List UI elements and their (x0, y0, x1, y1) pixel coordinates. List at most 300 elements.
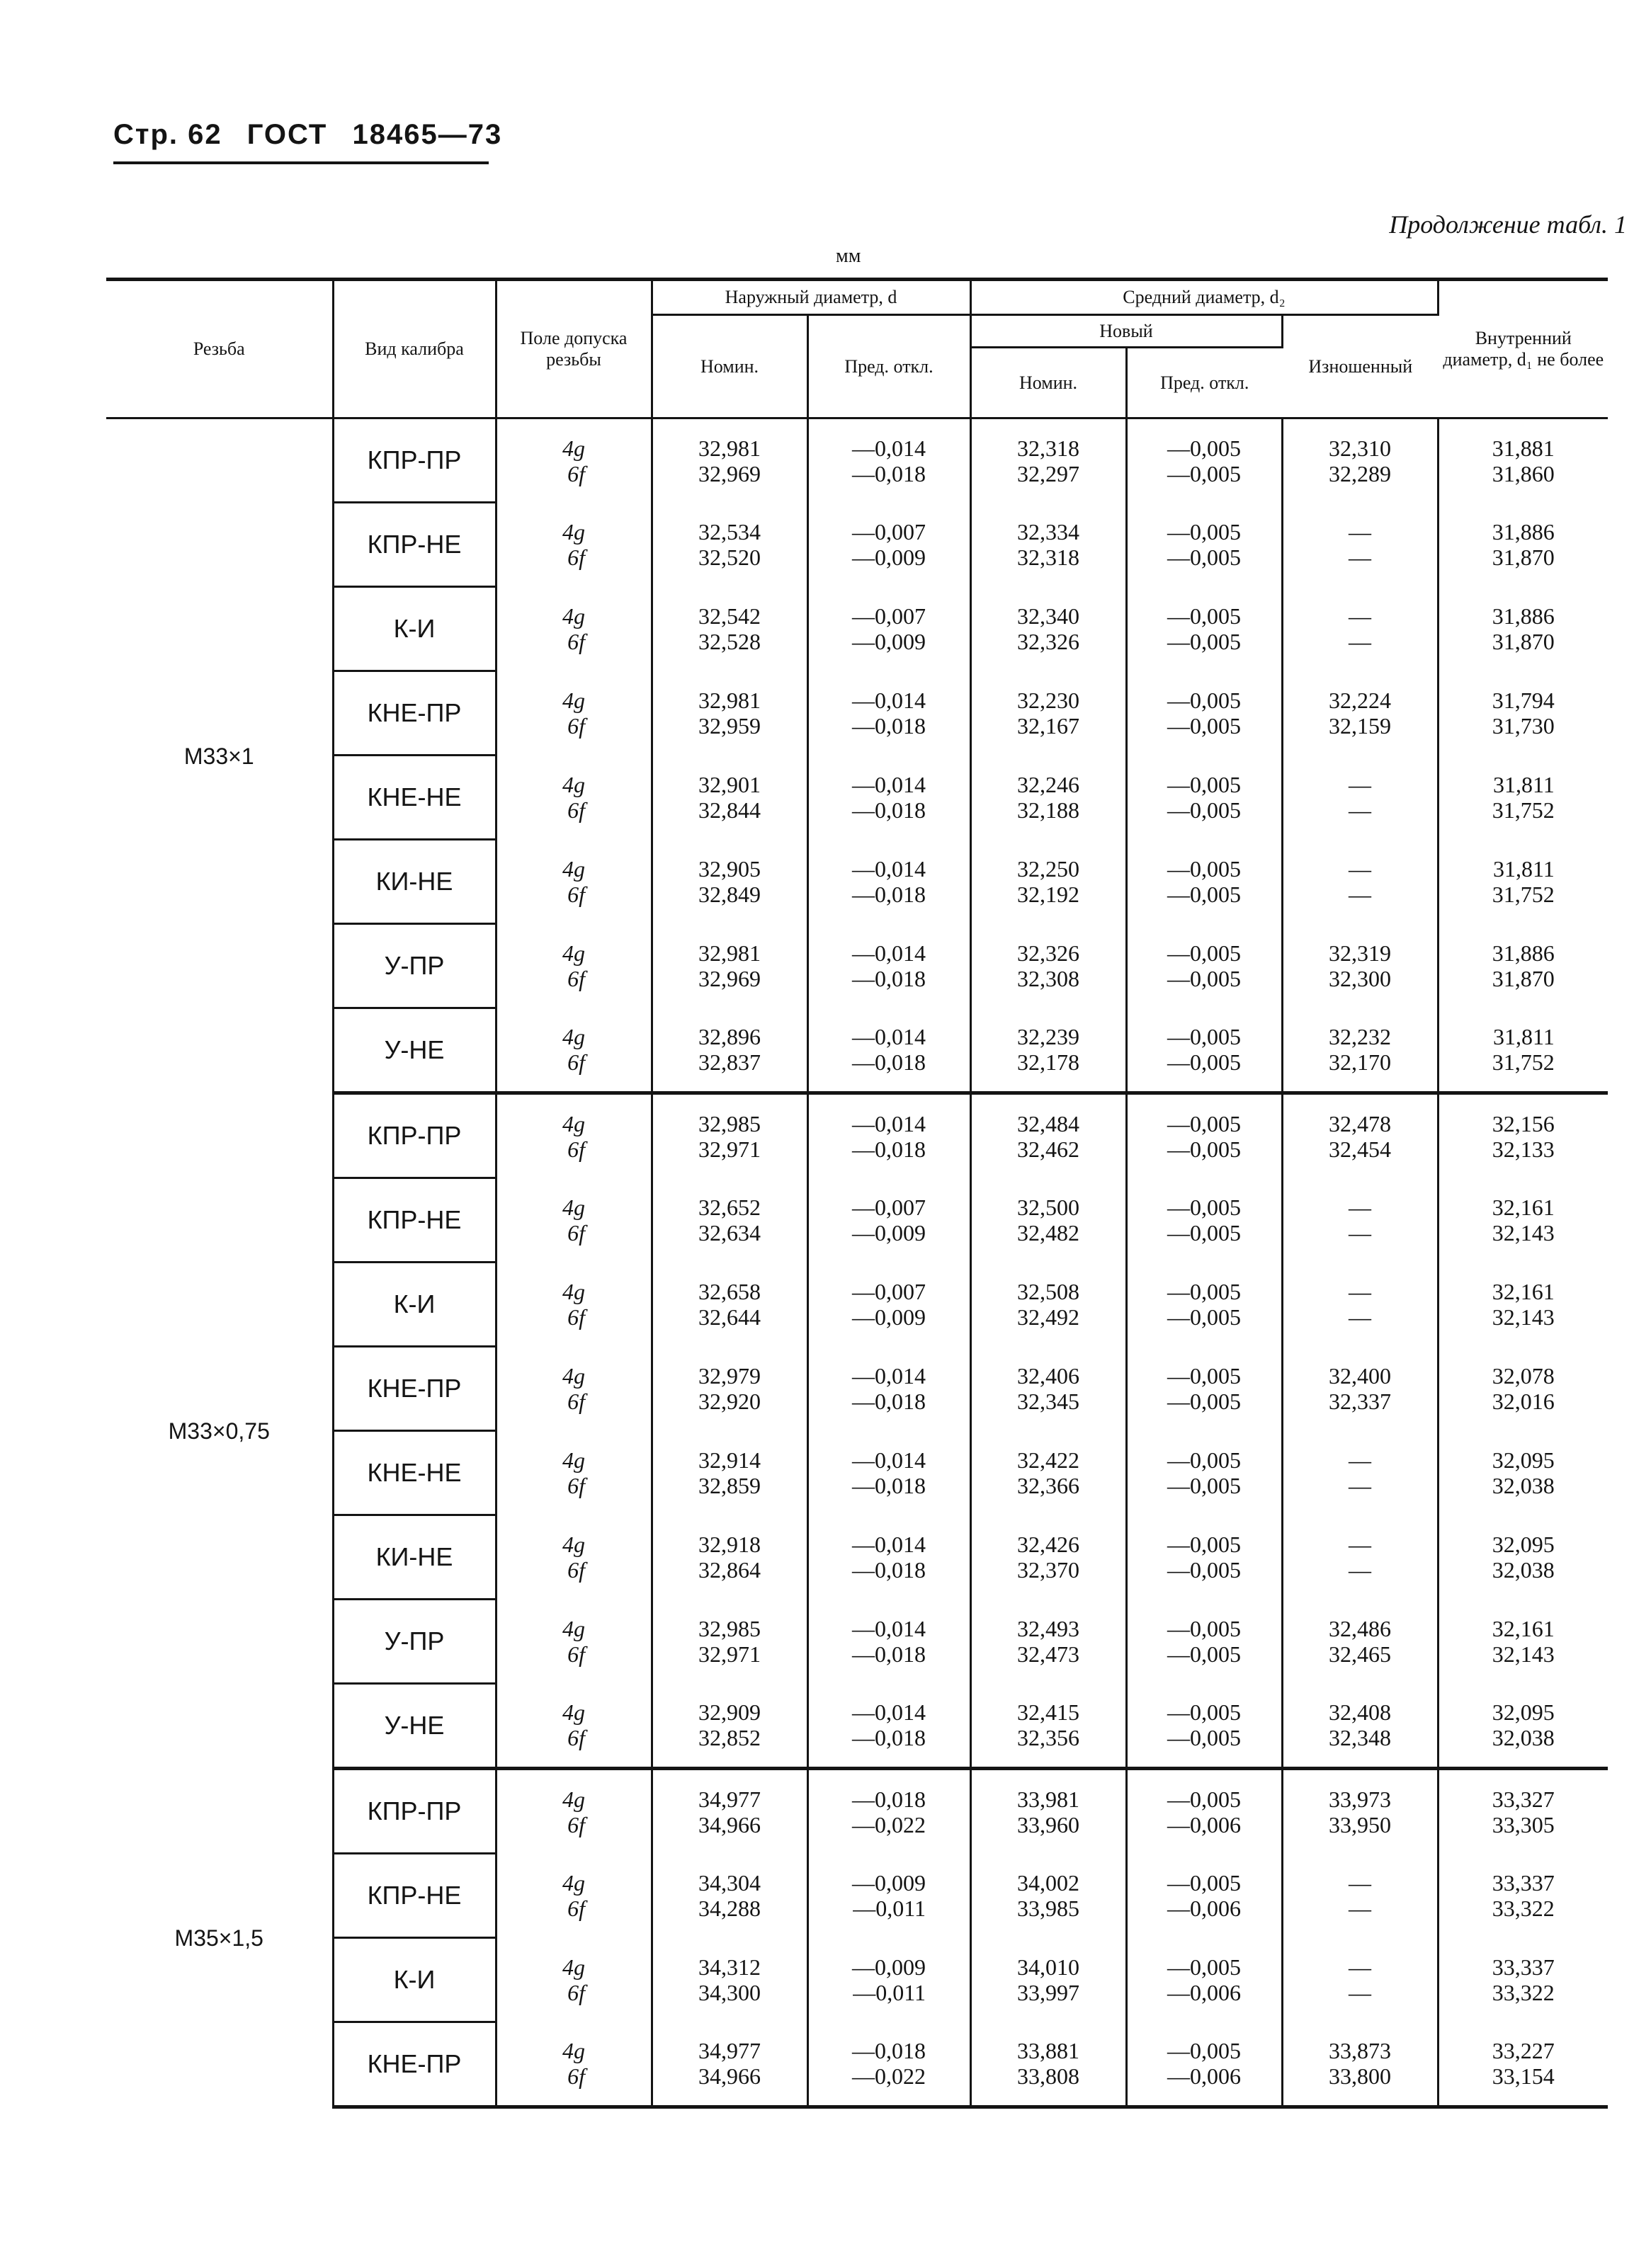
header-inner-diameter: Внутренний диаметр, d₁ не более (1438, 280, 1608, 418)
outer-nominal (652, 756, 807, 840)
pitch-nominal (970, 924, 1126, 1008)
value: 32,038 (1492, 1557, 1555, 1583)
pitch-deviation (1126, 1600, 1282, 1684)
worn-diameter (1282, 1431, 1438, 1515)
value: 32,406 (1017, 1363, 1079, 1389)
tolerance-field (496, 1178, 652, 1263)
value: 32,486 (1329, 1616, 1391, 1641)
value: 32,095 (1492, 1532, 1555, 1557)
gauge-type: КНЕ-НЕ (333, 756, 496, 840)
inner-diameter (1438, 1684, 1608, 1769)
value: 32,366 (1017, 1473, 1079, 1498)
gauge-type: К-И (333, 1263, 496, 1347)
value: —0,022 (852, 1811, 926, 1837)
tolerance-value: 6f (567, 966, 585, 991)
value: —0,007 (852, 1195, 926, 1220)
value: 32,334 (1017, 519, 1079, 545)
inner-diameter (1438, 1938, 1608, 2022)
outer-nominal (652, 1178, 807, 1263)
tolerance-field (496, 1431, 652, 1515)
pitch-deviation (1126, 924, 1282, 1008)
value: 32,170 (1329, 1049, 1391, 1076)
value: —0,018 (852, 1641, 926, 1667)
header-outer-diameter: Наружный диаметр, d (652, 280, 970, 315)
outer-nominal (652, 1684, 807, 1769)
value: 32,500 (1017, 1195, 1079, 1220)
value: 33,973 (1329, 1786, 1391, 1812)
value: —0,018 (852, 1049, 926, 1076)
value: —0,005 (1167, 772, 1241, 797)
value: —0,014 (852, 1110, 926, 1136)
tolerance-value: 4g (562, 772, 585, 797)
worn-diameter (1282, 1178, 1438, 1263)
value: —0,018 (852, 966, 926, 991)
value: 32,909 (698, 1699, 761, 1726)
outer-nominal (652, 503, 807, 587)
value: 32,478 (1329, 1110, 1391, 1136)
value: 32,143 (1492, 1641, 1555, 1667)
value: — (1349, 1195, 1371, 1220)
value: 32,230 (1017, 688, 1079, 713)
worn-diameter (1282, 1769, 1438, 1854)
thread-designation: М35×1,5 (106, 1769, 333, 2107)
value: 32,852 (698, 1725, 761, 1751)
value: 33,337 (1492, 1870, 1555, 1896)
table-row (106, 1093, 1608, 1178)
value: 32,345 (1017, 1389, 1079, 1414)
value: — (1349, 1304, 1371, 1330)
tolerance-value: 4g (562, 856, 585, 882)
value: 32,156 (1492, 1110, 1555, 1136)
value: — (1349, 545, 1371, 570)
gauge-type: КИ-НЕ (333, 840, 496, 924)
value: 32,161 (1492, 1616, 1555, 1641)
outer-deviation (807, 671, 970, 756)
tolerance-value: 6f (567, 1304, 585, 1330)
worn-diameter (1282, 2022, 1438, 2107)
worn-diameter (1282, 587, 1438, 671)
outer-deviation (807, 1008, 970, 1093)
tolerance-value: 4g (562, 1279, 585, 1304)
value: —0,005 (1167, 1532, 1241, 1557)
value: —0,005 (1167, 1954, 1241, 1980)
value: 32,864 (698, 1557, 761, 1583)
outer-deviation (807, 1093, 970, 1178)
value: —0,005 (1167, 1195, 1241, 1220)
pitch-deviation (1126, 503, 1282, 587)
unit-label: мм (836, 245, 861, 267)
value: 32,289 (1329, 460, 1391, 486)
tolerance-field (496, 671, 652, 756)
value: 32,473 (1017, 1641, 1079, 1667)
tolerance-value: 4g (562, 1870, 585, 1896)
gauge-type: КПР-ПР (333, 1769, 496, 1854)
value: —0,014 (852, 688, 926, 713)
value: 32,644 (698, 1304, 761, 1330)
outer-nominal (652, 418, 807, 503)
value: —0,011 (853, 1896, 926, 1921)
value: 32,534 (698, 519, 761, 545)
value: —0,005 (1167, 460, 1241, 486)
value: 32,192 (1017, 882, 1079, 907)
tolerance-value: 4g (562, 1786, 585, 1812)
value: — (1349, 797, 1371, 823)
value: 32,634 (698, 1220, 761, 1246)
inner-diameter (1438, 1008, 1608, 1093)
value: 31,860 (1492, 460, 1555, 486)
outer-deviation (807, 1769, 970, 1854)
outer-deviation (807, 756, 970, 840)
value: —0,005 (1167, 1110, 1241, 1136)
header-new-nominal: Номин. (970, 348, 1126, 418)
value: —0,005 (1167, 1699, 1241, 1726)
pitch-nominal (970, 1684, 1126, 1769)
tolerance-value: 6f (567, 713, 585, 739)
tolerance-value: 6f (567, 1980, 585, 2005)
worn-diameter (1282, 503, 1438, 587)
pitch-deviation (1126, 1093, 1282, 1178)
tolerance-field (496, 1938, 652, 2022)
outer-nominal (652, 587, 807, 671)
tolerance-field (496, 840, 652, 924)
gauge-type: У-НЕ (333, 1008, 496, 1093)
value: —0,014 (852, 1699, 926, 1726)
value: —0,005 (1167, 435, 1241, 461)
value: 33,881 (1017, 2038, 1079, 2064)
outer-nominal (652, 1854, 807, 1938)
inner-diameter (1438, 924, 1608, 1008)
value: 31,752 (1492, 882, 1555, 907)
value: 32,159 (1329, 713, 1391, 739)
tolerance-value: 4g (562, 1110, 585, 1136)
tolerance-value: 4g (562, 1699, 585, 1726)
tolerance-value: 4g (562, 603, 585, 629)
tolerance-field (496, 1008, 652, 1093)
value: —0,005 (1167, 1870, 1241, 1896)
tolerance-value: 6f (567, 1896, 585, 1921)
inner-diameter (1438, 1515, 1608, 1600)
inner-diameter (1438, 503, 1608, 587)
tolerance-value: 4g (562, 2038, 585, 2064)
value: 32,246 (1017, 772, 1079, 797)
value: 31,730 (1492, 713, 1555, 739)
tolerance-field (496, 2022, 652, 2107)
value: 33,154 (1492, 2063, 1555, 2090)
value: —0,018 (852, 2038, 926, 2064)
value: 31,752 (1492, 1049, 1555, 1076)
tolerance-field (496, 1347, 652, 1431)
inner-diameter (1438, 1600, 1608, 1684)
tolerance-value: 4g (562, 1363, 585, 1389)
value: 34,002 (1017, 1870, 1079, 1896)
tolerance-value: 6f (567, 1641, 585, 1667)
tolerance-field (496, 1600, 652, 1684)
pitch-nominal (970, 1431, 1126, 1515)
value: 32,356 (1017, 1725, 1079, 1751)
tolerance-field (496, 1263, 652, 1347)
gauge-dimensions-table (106, 278, 1608, 2109)
pitch-deviation (1126, 2022, 1282, 2107)
header-tolerance-field: Поле допуска резьбы (496, 280, 652, 418)
value: 32,959 (698, 713, 761, 739)
value: —0,006 (1167, 1896, 1241, 1921)
pitch-deviation (1126, 1515, 1282, 1600)
value: 32,837 (698, 1049, 761, 1076)
tolerance-value: 4g (562, 1447, 585, 1473)
tolerance-field (496, 1515, 652, 1600)
inner-diameter (1438, 1347, 1608, 1431)
outer-deviation (807, 1178, 970, 1263)
worn-diameter (1282, 1684, 1438, 1769)
value: —0,005 (1167, 1389, 1241, 1414)
outer-deviation (807, 1347, 970, 1431)
gauge-type: У-НЕ (333, 1684, 496, 1769)
pitch-deviation (1126, 1854, 1282, 1938)
value: 32,508 (1017, 1279, 1079, 1304)
value: 33,322 (1492, 1980, 1555, 2005)
worn-diameter (1282, 924, 1438, 1008)
value: —0,007 (852, 1279, 926, 1304)
inner-diameter (1438, 1263, 1608, 1347)
worn-diameter (1282, 1600, 1438, 1684)
value: 33,950 (1329, 1811, 1391, 1837)
value: 33,981 (1017, 1786, 1079, 1812)
outer-nominal (652, 671, 807, 756)
value: 34,977 (698, 2038, 761, 2064)
value: 32,300 (1329, 966, 1391, 991)
outer-nominal (652, 1263, 807, 1347)
pitch-nominal (970, 1854, 1126, 1938)
worn-diameter (1282, 1263, 1438, 1347)
outer-deviation (807, 1515, 970, 1600)
value: —0,018 (852, 1473, 926, 1498)
value: 31,870 (1492, 545, 1555, 570)
value: —0,005 (1167, 1616, 1241, 1641)
value: —0,014 (852, 1363, 926, 1389)
gauge-type: КПР-НЕ (333, 503, 496, 587)
value: 32,652 (698, 1195, 761, 1220)
inner-diameter (1438, 840, 1608, 924)
gauge-type: КПР-НЕ (333, 1178, 496, 1263)
gauge-type: КНЕ-ПР (333, 2022, 496, 2107)
table-continuation-note: Продолжение табл. 1 (1389, 210, 1627, 239)
value: 32,528 (698, 629, 761, 654)
tolerance-value: 4g (562, 1532, 585, 1557)
gauge-type: К-И (333, 1938, 496, 2022)
value: 32,178 (1017, 1049, 1079, 1076)
pitch-deviation (1126, 587, 1282, 671)
value: — (1349, 603, 1371, 629)
inner-diameter (1438, 1431, 1608, 1515)
tolerance-value: 6f (567, 1811, 585, 1837)
value: 32,415 (1017, 1699, 1079, 1726)
pitch-deviation (1126, 1431, 1282, 1515)
gauge-type: КНЕ-ПР (333, 671, 496, 756)
value: 32,492 (1017, 1304, 1079, 1330)
worn-diameter (1282, 671, 1438, 756)
value: 33,227 (1492, 2038, 1555, 2064)
value: — (1349, 772, 1371, 797)
tolerance-value: 6f (567, 460, 585, 486)
value: —0,009 (852, 1870, 926, 1896)
outer-deviation (807, 1684, 970, 1769)
value: 33,997 (1017, 1980, 1079, 2005)
value: — (1349, 1557, 1371, 1583)
value: 32,484 (1017, 1110, 1079, 1136)
value: 34,312 (698, 1954, 761, 1980)
value: 32,408 (1329, 1699, 1391, 1726)
pitch-nominal (970, 671, 1126, 756)
pitch-deviation (1126, 756, 1282, 840)
value: 32,188 (1017, 797, 1079, 823)
value: —0,005 (1167, 1363, 1241, 1389)
pitch-deviation (1126, 671, 1282, 756)
value: —0,018 (852, 460, 926, 486)
outer-deviation (807, 503, 970, 587)
value: — (1349, 1954, 1371, 1980)
value: 32,133 (1492, 1136, 1555, 1162)
pitch-nominal (970, 1178, 1126, 1263)
header-new: Новый (970, 315, 1282, 348)
value: 32,232 (1329, 1024, 1391, 1050)
tolerance-field (496, 418, 652, 503)
tolerance-field (496, 1684, 652, 1769)
tolerance-value: 6f (567, 882, 585, 907)
inner-diameter (1438, 587, 1608, 671)
gauge-type: КПР-ПР (333, 418, 496, 503)
value: 32,905 (698, 856, 761, 882)
value: —0,022 (852, 2063, 926, 2090)
value: — (1349, 1532, 1371, 1557)
value: —0,009 (852, 545, 926, 570)
value: —0,005 (1167, 603, 1241, 629)
value: —0,014 (852, 1447, 926, 1473)
value: 34,966 (698, 2063, 761, 2090)
value: 32,297 (1017, 460, 1079, 486)
gauge-type: КПР-НЕ (333, 1854, 496, 1938)
value: 32,308 (1017, 966, 1079, 991)
value: — (1349, 1980, 1371, 2005)
value: —0,005 (1167, 1220, 1241, 1246)
value: — (1349, 1220, 1371, 1246)
value: 32,454 (1329, 1136, 1391, 1162)
tolerance-field (496, 1093, 652, 1178)
value: 32,326 (1017, 940, 1079, 966)
tolerance-value: 4g (562, 435, 585, 461)
value: 33,327 (1492, 1786, 1555, 1812)
value: 32,896 (698, 1024, 761, 1050)
tolerance-value: 6f (567, 1557, 585, 1583)
tolerance-value: 4g (562, 1616, 585, 1641)
pitch-nominal (970, 587, 1126, 671)
value: 33,322 (1492, 1896, 1555, 1921)
value: 32,542 (698, 603, 761, 629)
header-pitch-diameter: Средний диаметр, d₂ (970, 280, 1438, 315)
worn-diameter (1282, 1093, 1438, 1178)
value: —0,005 (1167, 713, 1241, 739)
value: —0,018 (852, 713, 926, 739)
value: 32,849 (698, 882, 761, 907)
value: 32,844 (698, 797, 761, 823)
outer-nominal (652, 1008, 807, 1093)
value: —0,018 (852, 882, 926, 907)
outer-nominal (652, 840, 807, 924)
value: 32,981 (698, 940, 761, 966)
value: —0,005 (1167, 882, 1241, 907)
outer-deviation (807, 2022, 970, 2107)
value: 33,337 (1492, 1954, 1555, 1980)
value: 32,859 (698, 1473, 761, 1498)
gauge-type: КПР-ПР (333, 1093, 496, 1178)
thread-group (106, 1769, 1608, 2107)
tolerance-value: 6f (567, 797, 585, 823)
value: —0,011 (853, 1980, 926, 2005)
value: —0,005 (1167, 1447, 1241, 1473)
value: 31,794 (1492, 688, 1555, 713)
worn-diameter (1282, 756, 1438, 840)
tolerance-field (496, 1769, 652, 1854)
pitch-deviation (1126, 1178, 1282, 1263)
value: 32,985 (698, 1110, 761, 1136)
tolerance-field (496, 1854, 652, 1938)
worn-diameter (1282, 1515, 1438, 1600)
thread-group (106, 418, 1608, 1093)
value: —0,009 (852, 629, 926, 654)
outer-deviation (807, 1431, 970, 1515)
worn-diameter (1282, 1347, 1438, 1431)
tolerance-field (496, 756, 652, 840)
value: 32,016 (1492, 1389, 1555, 1414)
gauge-type: КНЕ-ПР (333, 1347, 496, 1431)
pitch-deviation (1126, 840, 1282, 924)
value: 31,811 (1492, 772, 1555, 797)
value: 32,319 (1329, 940, 1391, 966)
tolerance-value: 4g (562, 940, 585, 966)
value: —0,018 (852, 1136, 926, 1162)
value: 32,348 (1329, 1725, 1391, 1751)
value: —0,005 (1167, 1024, 1241, 1050)
worn-diameter (1282, 1854, 1438, 1938)
value: —0,009 (852, 1220, 926, 1246)
value: 32,370 (1017, 1557, 1079, 1583)
value: —0,005 (1167, 1786, 1241, 1812)
tolerance-value: 6f (567, 1136, 585, 1162)
pitch-deviation (1126, 1769, 1282, 1854)
value: 32,971 (698, 1641, 761, 1667)
header-gauge-type: Вид калибра (333, 280, 496, 418)
value: 32,482 (1017, 1220, 1079, 1246)
value: 32,143 (1492, 1220, 1555, 1246)
value: 32,901 (698, 772, 761, 797)
pitch-deviation (1126, 1938, 1282, 2022)
value: —0,018 (852, 1725, 926, 1751)
tolerance-value: 4g (562, 688, 585, 713)
value: —0,006 (1167, 2063, 1241, 2090)
pitch-nominal (970, 1515, 1126, 1600)
standard-number: 18465—73 (352, 119, 503, 150)
pitch-nominal (970, 1769, 1126, 1854)
value: 32,318 (1017, 545, 1079, 570)
worn-diameter (1282, 1008, 1438, 1093)
value: —0,018 (852, 1786, 926, 1812)
value: —0,005 (1167, 629, 1241, 654)
gauge-type: КНЕ-НЕ (333, 1431, 496, 1515)
value: 32,422 (1017, 1447, 1079, 1473)
worn-diameter (1282, 840, 1438, 924)
tolerance-field (496, 924, 652, 1008)
value: — (1349, 1870, 1371, 1896)
outer-deviation (807, 418, 970, 503)
